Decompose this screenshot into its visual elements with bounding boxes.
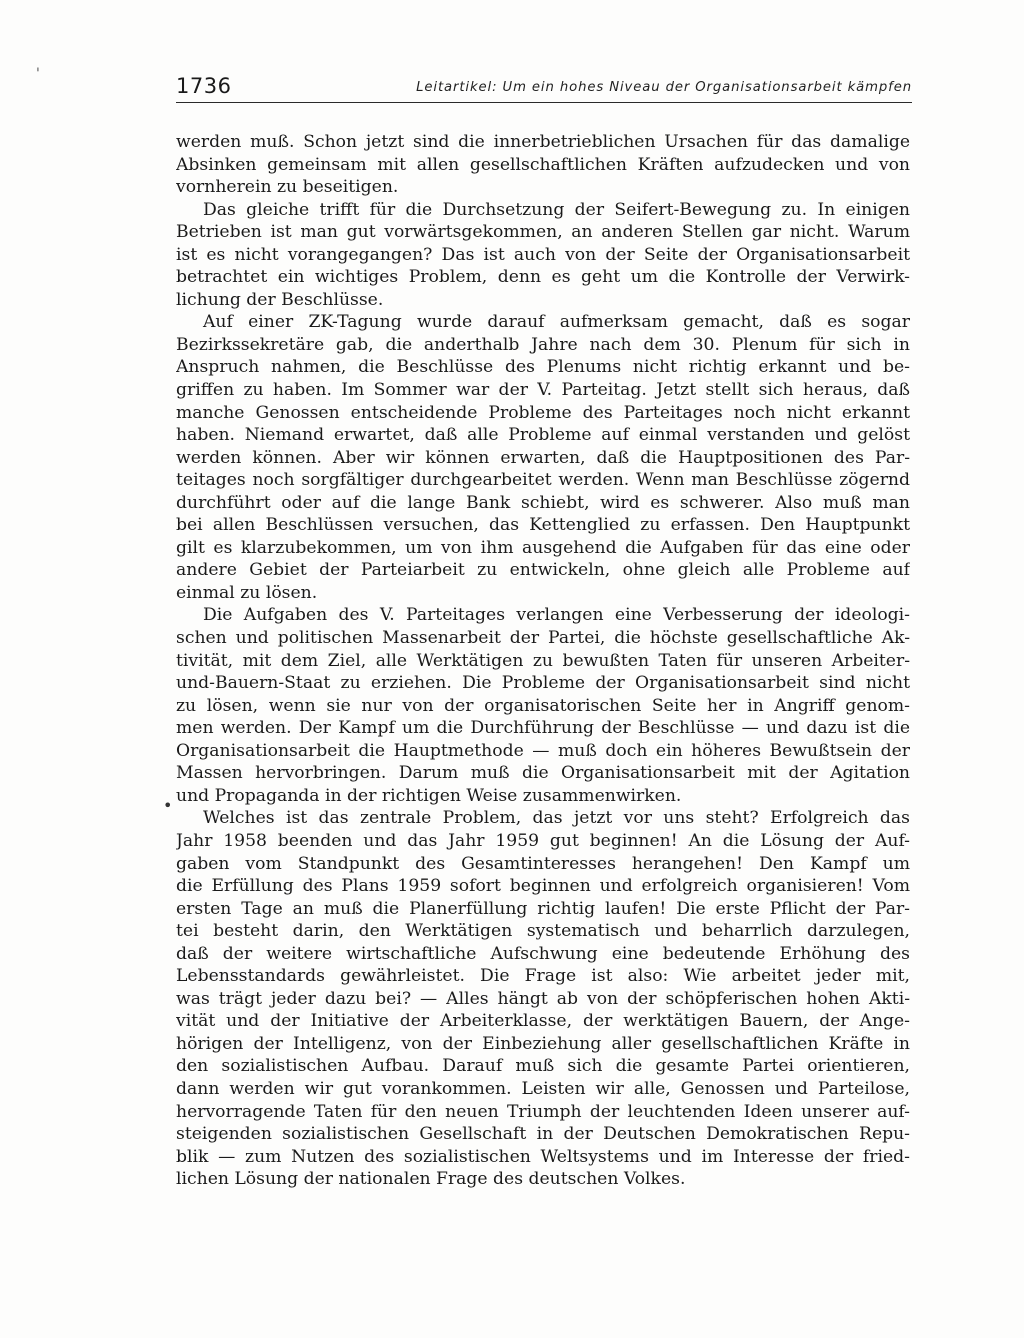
text-line: Massen hervorbringen. Darum muß die Organisationsarbeit mit der Agitation xyxy=(176,763,910,784)
text-line: Das gleiche trifft für die Durchsetzung der Seifert-Bewegung zu. In einigen xyxy=(203,199,910,220)
text-line: andere Gebiet der Parteiarbeit zu entwickeln, ohne gleich alle Probleme auf xyxy=(176,560,910,581)
paragraph xyxy=(176,807,910,1190)
text-line: lichen Lösung der nationalen Frage des deutschen Volkes. xyxy=(176,1169,686,1190)
text-line: vität und der Initiative der Arbeiterklasse, der werktätigen Bauern, der Ange- xyxy=(176,1011,910,1032)
text-line: hörigen der Intelligenz, von der Einbeziehung aller gesellschaftlichen Kräfte in xyxy=(176,1033,910,1054)
text-line: Lebensstandards gewährleistet. Die Frage ist also: Wie arbeitet jeder mit, xyxy=(176,966,910,987)
text-line: gaben vom Standpunkt des Gesamtinteresses herangehen! Den Kampf um xyxy=(176,853,910,874)
article-body xyxy=(176,131,910,1191)
text-line: und-Bauern-Staat zu erziehen. Die Probleme der Organisationsarbeit sind nicht xyxy=(176,673,910,694)
text-line: den sozialistischen Aufbau. Darauf muß sich die gesamte Partei orientieren, xyxy=(176,1056,910,1077)
text-line: ersten Tage an muß die Planerfüllung richtig laufen! Die erste Pflicht der Par- xyxy=(176,898,910,919)
text-line: blik — zum Nutzen des sozialistischen Weltsystems und im Interesse der fried- xyxy=(176,1146,910,1167)
text-line: gilt es klarzubekommen, um von ihm ausgehend die Aufgaben für das eine oder xyxy=(176,537,910,558)
paragraph xyxy=(176,604,910,807)
text-line: Welches ist das zentrale Problem, das jetzt vor uns steht? Erfolgreich das xyxy=(203,808,910,829)
text-line: men werden. Der Kampf um die Durchführung der Beschlüsse — und dazu ist die xyxy=(176,718,910,739)
margin-mark: ' xyxy=(36,66,40,82)
running-head: Leitartikel: Um ein hohes Niveau der Organisationsarbeit kämpfen xyxy=(416,80,912,95)
text-line: zu lösen, wenn sie nur von der organisatorischen Seite her in Angriff genom- xyxy=(176,695,910,716)
text-line: durchführt oder auf die lange Bank schiebt, wird es schwerer. Also muß man xyxy=(176,492,910,513)
paragraph xyxy=(176,311,910,604)
text-line: betrachtet ein wichtiges Problem, denn es geht um die Kontrolle der Verwirk- xyxy=(176,267,910,288)
text-line: vornherein zu beseitigen. xyxy=(176,177,399,198)
text-line: schen und politischen Massenarbeit der Partei, die höchste gesellschaftliche Ak- xyxy=(176,628,910,649)
text-line: dann werden wir gut vorankommen. Leisten wir alle, Genossen und Parteilose, xyxy=(176,1078,910,1099)
text-line: lichung der Beschlüsse. xyxy=(176,289,384,310)
text-line: tivität, mit dem Ziel, alle Werktätigen zu bewußten Taten für unseren Arbeiter- xyxy=(176,650,910,671)
text-line: Bezirkssekretäre gab, die anderthalb Jahre nach dem 30. Plenum für sich in xyxy=(176,334,910,355)
text-line: werden können. Aber wir können erwarten, daß die Hauptpositionen des Par- xyxy=(176,447,910,468)
text-line: einmal zu lösen. xyxy=(176,582,318,603)
page-header xyxy=(176,72,912,103)
text-line: Anspruch nahmen, die Beschlüsse des Plenums nicht richtig erkannt und be- xyxy=(176,357,910,378)
text-line: steigenden sozialistischen Gesellschaft in der Deutschen Demokratischen Repu- xyxy=(176,1124,910,1145)
paragraph xyxy=(176,199,910,312)
text-line: Organisationsarbeit die Hauptmethode — muß doch ein höheres Bewußtsein der xyxy=(176,740,910,761)
text-line: Auf einer ZK-Tagung wurde darauf aufmerksam gemacht, daß es sogar xyxy=(203,312,910,333)
text-line: und Propaganda in der richtigen Weise zusammenwirken. xyxy=(176,785,682,806)
text-line: tei besteht darin, den Werktätigen systematisch und beharrlich darzulegen, xyxy=(176,921,910,942)
text-line: hervorragende Taten für den neuen Triumph der leuchtenden Ideen unserer auf- xyxy=(176,1101,910,1122)
text-line: Jahr 1958 beenden und das Jahr 1959 gut beginnen! An die Lösung der Auf- xyxy=(176,830,910,851)
text-line: Absinken gemeinsam mit allen gesellschaftlichen Kräften aufzudecken und von xyxy=(176,154,910,175)
text-line: werden muß. Schon jetzt sind die innerbetrieblichen Ursachen für das damalige xyxy=(176,132,910,152)
text-line: die Erfüllung des Plans 1959 sofort beginnen und erfolgreich organisieren! Vom xyxy=(176,876,910,897)
paragraph xyxy=(176,131,910,199)
text-line: griffen zu haben. Im Sommer war der V. Parteitag. Jetzt stellt sich heraus, daß xyxy=(176,380,910,401)
text-line: Betrieben ist man gut vorwärtsgekommen, an anderen Stellen gar nicht. Warum xyxy=(176,222,910,243)
text-line: bei allen Beschlüssen versuchen, das Kettenglied zu erfassen. Den Hauptpunkt xyxy=(176,515,910,536)
margin-dot: • xyxy=(163,796,173,815)
text-line: manche Genossen entscheidende Probleme des Parteitages noch nicht erkannt xyxy=(176,402,910,423)
page-number: 1736 xyxy=(176,74,232,98)
text-line: Die Aufgaben des V. Parteitages verlangen eine Verbesserung der ideologi- xyxy=(203,605,910,626)
text-line: daß der weitere wirtschaftliche Aufschwung eine bedeutende Erhöhung des xyxy=(176,943,910,964)
text-line: was trägt jeder dazu bei? — Alles hängt ab von der schöpferischen hohen Akti- xyxy=(176,988,910,1009)
text-line: teitages noch sorgfältiger durchgearbeitet werden. Wenn man Beschlüsse zögernd xyxy=(176,470,910,491)
text-line: ist es nicht vorangegangen? Das ist auch von der Seite der Organisationsarbeit xyxy=(176,244,910,265)
text-line: haben. Niemand erwartet, daß alle Probleme auf einmal verstanden und gelöst xyxy=(176,425,910,446)
